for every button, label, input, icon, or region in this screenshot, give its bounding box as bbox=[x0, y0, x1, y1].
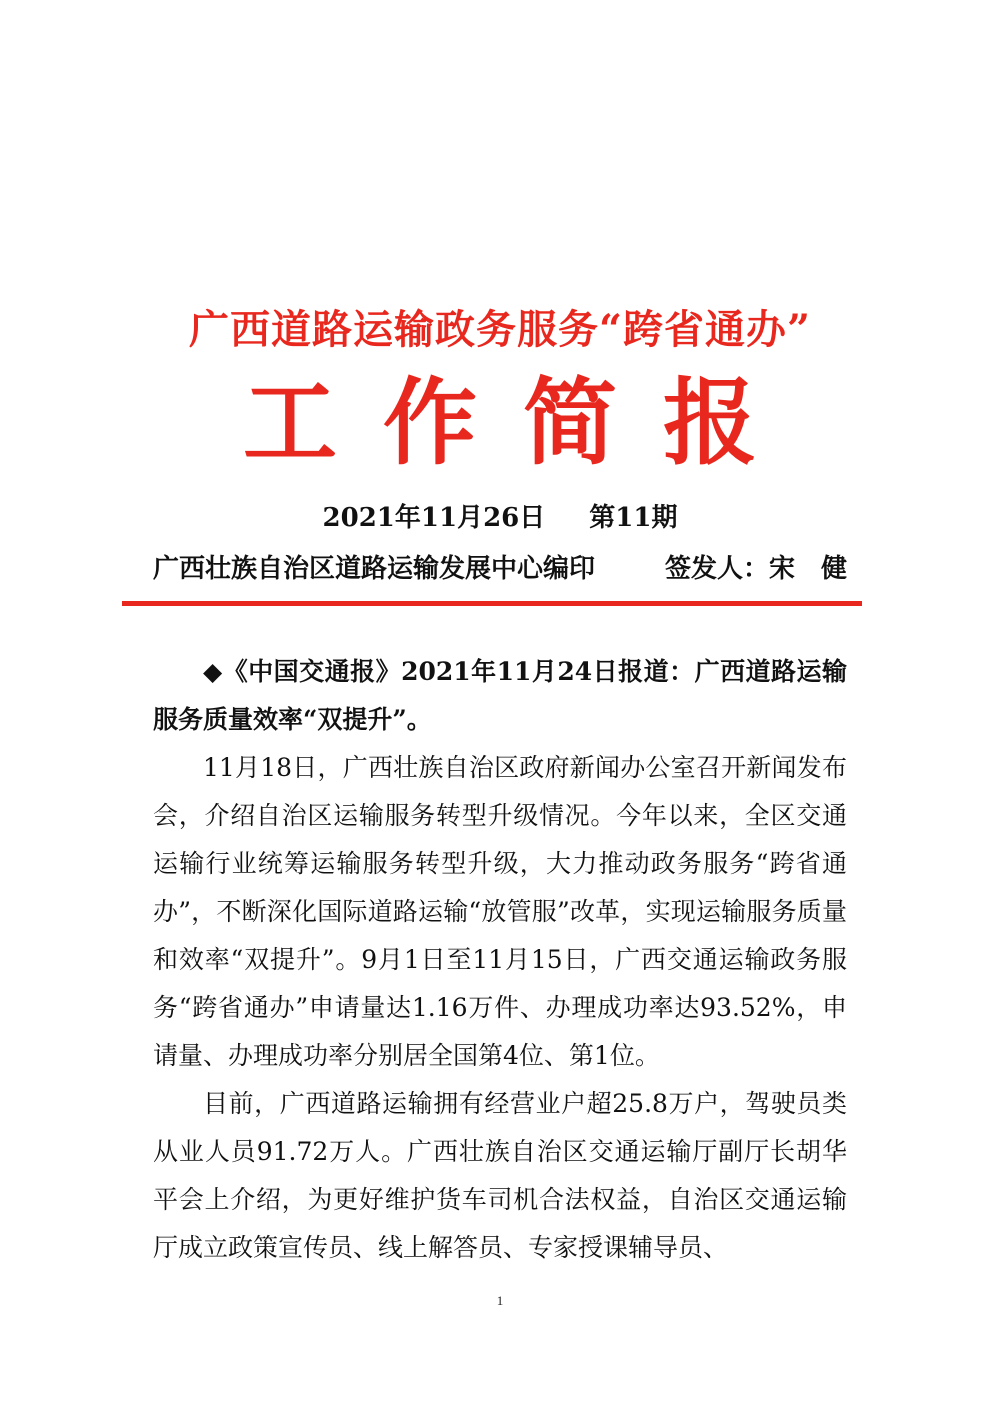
signer-name: 宋健 bbox=[768, 554, 873, 584]
issue-number: 第11期 bbox=[589, 503, 678, 533]
bulletin-subtitle: 广西道路运输政务服务“跨省通办” bbox=[188, 306, 811, 353]
page-number: 1 bbox=[496, 1293, 504, 1308]
publisher-line bbox=[153, 548, 873, 585]
article-lead-text: 《中国交通报》2021年11月24日报道：广西道路运输服务质量效率“双提升”。 bbox=[153, 657, 847, 734]
publisher: 广西壮族自治区道路运输发展中心编印 bbox=[153, 554, 596, 584]
red-divider bbox=[122, 601, 862, 606]
article-paragraph: 11月18日，广西壮族自治区政府新闻办公室召开新闻发布会，介绍自治区运输服务转型升级情况。今年以来，全区交通运输行业统筹运输服务转型升级，大力推动政务服务“跨省通办”，不断深化国际道路运输“放管服”改革，实现运输服务质量和效率“双提升”。9月1日至11月15日，广西交通运输政务服务“跨省通办”申请量达1.16万件、办理成功率达93.52%，申请量、办理成功率分别居全国第4位、第1位。 bbox=[153, 753, 847, 1070]
article-body bbox=[153, 648, 847, 1272]
diamond-bullet-icon: ◆ bbox=[203, 657, 223, 686]
issue-date: 2021年11月26日 bbox=[322, 503, 546, 533]
signer-label: 签发人： bbox=[664, 554, 769, 584]
article-paragraph: 目前，广西道路运输拥有经营业户超25.8万户，驾驶员类从业人员91.72万人。广西壮族自治区交通运输厅副厅长胡华平会上介绍，为更好维护货车司机合法权益，自治区交通运输厅成立政策宣传员、线上解答员、专家授课辅导员、 bbox=[153, 1089, 847, 1262]
signer bbox=[664, 548, 873, 585]
article-lead bbox=[153, 648, 847, 744]
issue-line bbox=[0, 497, 1000, 534]
bulletin-title: 工作简报 bbox=[242, 368, 803, 478]
